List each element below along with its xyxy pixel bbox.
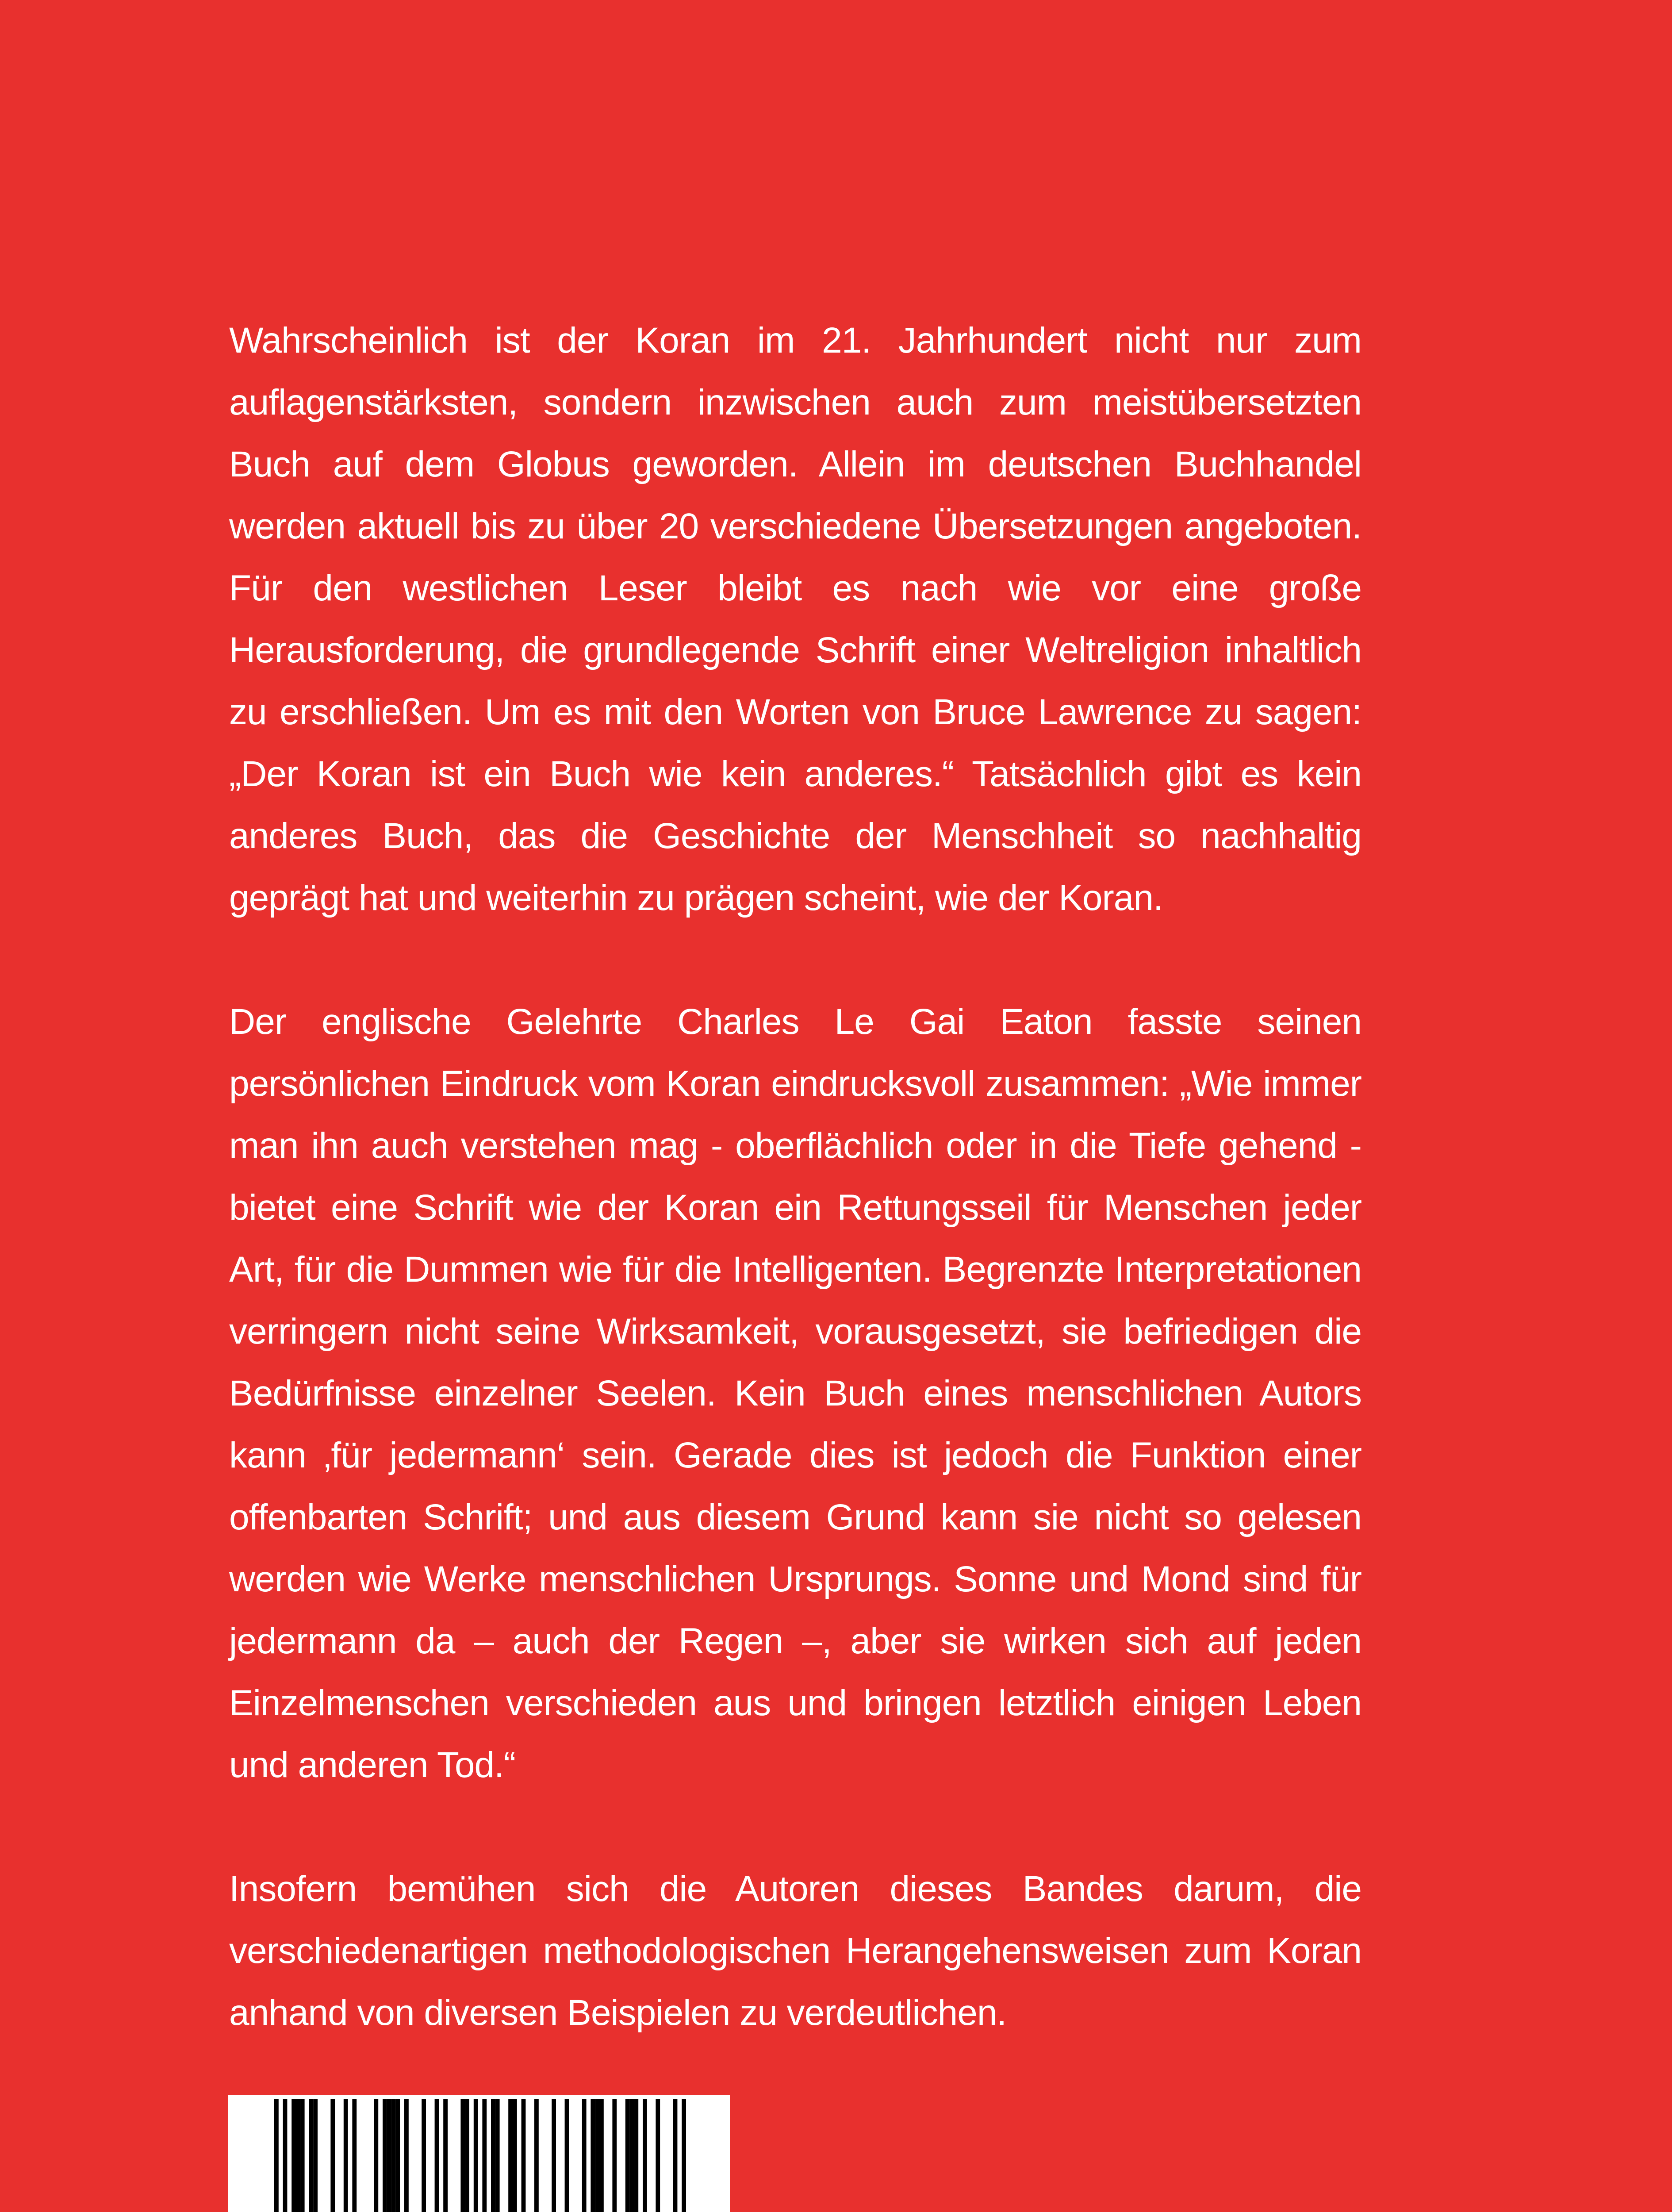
barcode-bar [387,2099,391,2212]
barcode-bar [391,2099,396,2212]
barcode-bar [552,2099,556,2212]
barcode-bar [513,2099,517,2212]
barcode-bar [460,2099,465,2212]
barcode-bar [344,2099,348,2212]
barcode-bar [534,2099,539,2212]
barcode-bar [522,2099,526,2212]
blurb-paragraph-3: Insofern bemühen sich die Autoren dieses Bandes darum, die verschiedenartigen methodologischen Herangehensweisen zum Koran anhand von diversen Beispielen zu verdeutlichen. [229,1869,1361,2033]
barcode-guard-bar [482,2099,487,2212]
barcode-bar [300,2099,305,2212]
barcode-bar [491,2099,495,2212]
barcode-bars [274,2099,686,2212]
barcode-bar [634,2099,638,2212]
barcode-bar [625,2099,630,2212]
barcode-bar [404,2099,409,2212]
barcode-bar [422,2099,426,2212]
barcode-guard-bar [682,2099,686,2212]
barcode-bar [599,2099,604,2212]
barcode-bar [630,2099,634,2212]
barcode-bar [465,2099,469,2212]
barcode-bar [395,2099,400,2212]
barcode-guard-bar [274,2099,279,2212]
barcode-bar [582,2099,587,2212]
blurb-paragraph-1: Wahrscheinlich ist der Koran im 21. Jahrhundert nicht nur zum auflagenstärksten, sondern inzwischen auch zum meistübersetzten Buch auf dem Globus geworden. Allein im deutschen Buchhandel werden aktuell bis zu über 20 verschiedene Übersetzungen angeboten. Für den westlichen Leser bleibt es nach wie vor eine große Herausforderung, die grundlegende Schrift einer Weltreligion inhaltlich zu erschließen. Um es mit den Worten von Bruce Lawrence zu sagen: „Der Koran ist ein Buch wie kein anderes.“ Tatsächlich gibt es kein anderes Buch, das die Geschichte der Menschheit so nachhaltig geprägt hat und weiterhin zu prägen scheint, wie der Koran. [229,320,1361,918]
barcode-bar [508,2099,513,2212]
barcode-bar [291,2099,296,2212]
barcode-graphic [228,2095,730,2212]
barcode-bar [612,2099,617,2212]
barcode-bar [656,2099,660,2212]
barcode-bar [643,2099,647,2212]
barcode-bar [330,2099,335,2212]
barcode-guard-bar [673,2099,678,2212]
barcode-bar [309,2099,313,2212]
barcode-bar [435,2099,439,2212]
barcode-bar [495,2099,500,2212]
barcode-bar [352,2099,357,2212]
barcode-bar [383,2099,387,2212]
barcode-guard-bar [474,2099,478,2212]
blurb-paragraph-2: Der englische Gelehrte Charles Le Gai Eaton fasste seinen persönlichen Eindruck vom Koran eindrucksvoll zusammen: „Wie immer man ihn auch verstehen mag - oberflächlich oder in die Tiefe gehend - bietet eine Schrift wie der Koran ein Rettungsseil für Menschen jeder Art, für die Dummen wie für die Intelligenten. Begrenzte Interpretationen verringern nicht seine Wirksamkeit, vorausgesetzt, sie befriedigen die Bedürfnisse einzelner Seelen. Kein Buch eines menschlichen Autors kann ‚für jedermann‘ sein. Gerade dies ist jedoch die Funktion einer offenbarten Schrift; und aus diesem Grund kann sie nicht so gelesen werden wie Werke menschlichen Ursprungs. Sonne und Mond sind für jedermann da – auch der Regen –, aber sie wirken sich auf jeden Einzelmenschen verschieden aus und bringen letztlich einigen Leben und anderen Tod.“ [229,1002,1361,1785]
blurb-text [229,310,1361,2044]
barcode-bar [296,2099,300,2212]
barcode-bar [374,2099,378,2212]
barcode-bar [443,2099,448,2212]
barcode-guard-bar [283,2099,288,2212]
isbn-barcode [228,2095,730,2212]
barcode-bar [591,2099,595,2212]
barcode-bar [313,2099,318,2212]
barcode-bar [595,2099,599,2212]
barcode-bar [565,2099,569,2212]
